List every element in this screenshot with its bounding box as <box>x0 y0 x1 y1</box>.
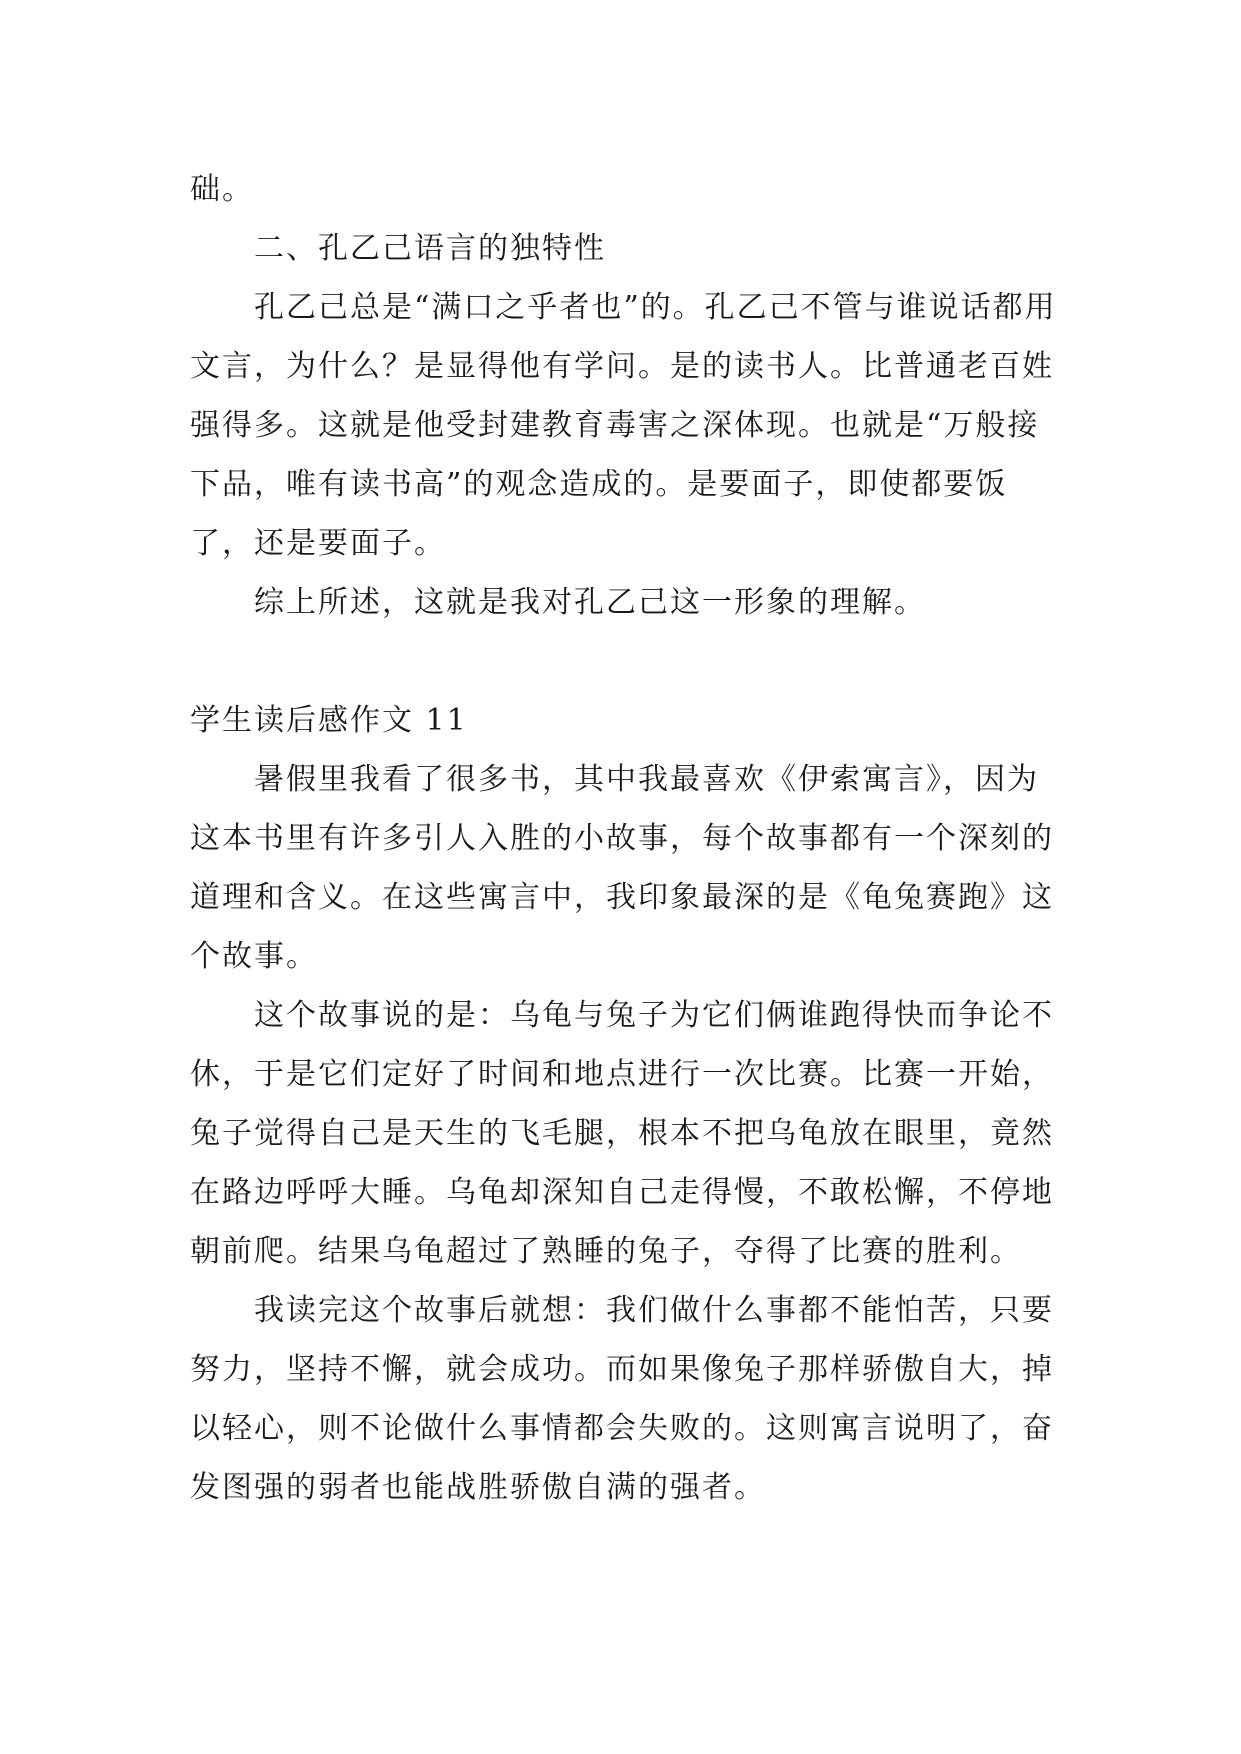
paragraph: 暑假里我看了很多书，其中我最喜欢《伊索寓言》，因为这本书里有许多引人入胜的小故事，每个故事都有一个深刻的道理和含义。在这些寓言中，我印象最深的是《龟兔赛跑》这个故事。 <box>190 762 1054 974</box>
paragraph: 我读完这个故事后就想：我们做什么事都不能怕苦，只要努力，坚持不懈，就会成功。而如果像兔子那样骄傲自大，掉以轻心，则不论做什么事情都会失败的。这则寓言说明了，奋发图强的弱者也能战胜骄傲自满的强者。 <box>190 1293 1054 1505</box>
paragraph: 综上所述，这就是我对孔乙己这一形象的理解。 <box>254 585 926 620</box>
essay-title: 学生读后感作文 11 <box>190 703 468 738</box>
paragraph: 孔乙己总是“满口之乎者也”的。孔乙己不管与谁说话都用文言，为什么？是显得他有学问。是的读书人。比普通老百姓强得多。这就是他受封建教育毒害之深体现。也就是“万般接下品，唯有读书高”的观念造成的。是要面子，即使都要饭了，还是要面子。 <box>190 290 1057 561</box>
section-heading: 二、孔乙己语言的独特性 <box>254 231 606 266</box>
paragraph: 这个故事说的是：乌龟与兔子为它们俩谁跑得快而争论不休，于是它们定好了时间和地点进行一次比赛。比赛一开始，兔子觉得自己是天生的飞毛腿，根本不把乌龟放在眼里，竟然在路边呼呼大睡。乌龟却深知自己走得慢，不敢松懈，不停地朝前爬。结果乌龟超过了熟睡的兔子，夺得了比赛的胜利。 <box>190 998 1054 1269</box>
section-spacer <box>190 632 1070 691</box>
continuation-text: 础。 <box>190 172 254 207</box>
document-body <box>190 160 1070 1517</box>
